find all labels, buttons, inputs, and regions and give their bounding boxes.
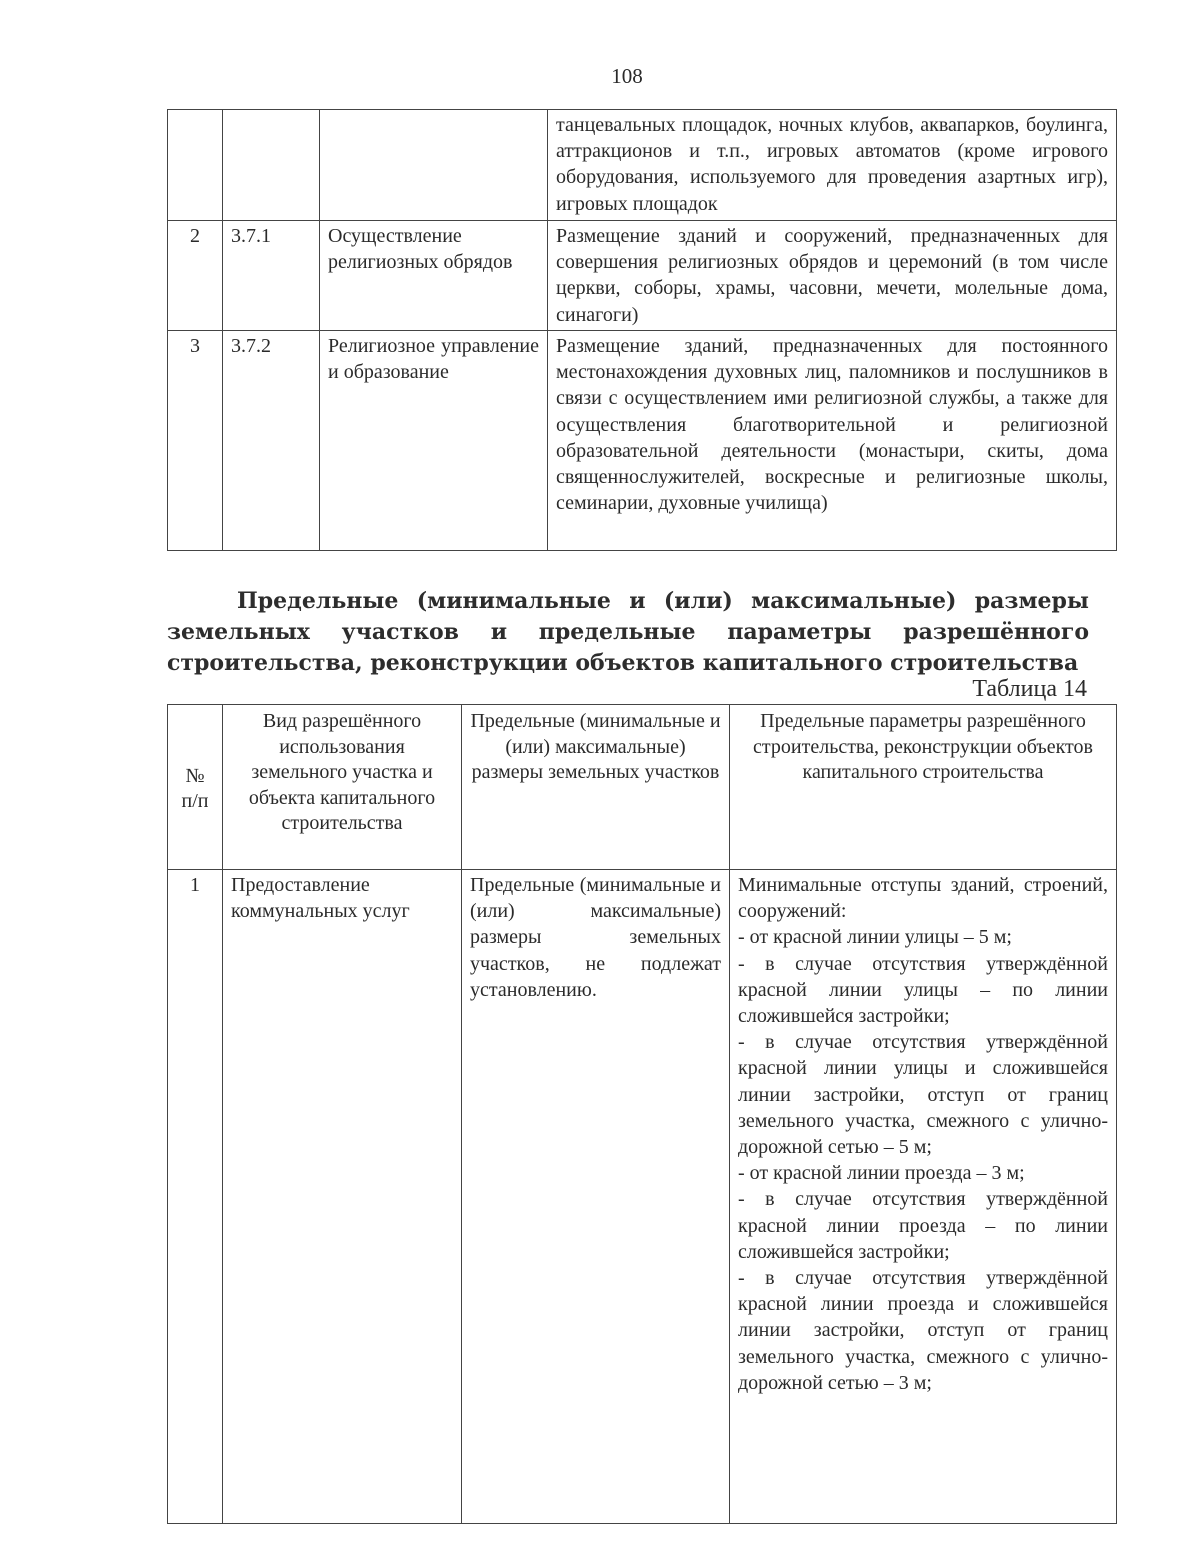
parameters-item: - в случае отсутствия утверждённой красной линии проезда и сложившейся линии застройки, отступ от границ земельного участка, смежного с улично-дорожной сетью – 3 м; <box>738 1267 1108 1394</box>
parameters-item: - в случае отсутствия утверждённой красной линии улицы и сложившейся линии застройки, отступ от границ земельного участка, смежного с улично-дорожной сетью – 5 м; <box>738 1031 1108 1159</box>
row-description: танцевальных площадок, ночных клубов, аквапарков, боулинга, аттракционов и т.п., игровых автоматов (кроме игрового оборудования, используемого для проведения азартных игр), игровых площадок <box>548 110 1117 221</box>
land-use-table-continued <box>167 109 1117 551</box>
table-row <box>168 221 1117 331</box>
parameters-item: - в случае отсутствия утверждённой красной линии улицы – по линии сложившейся застройки; <box>738 952 1108 1028</box>
parameters-item: - от красной линии улицы – 5 м; <box>738 926 1012 949</box>
table-14 <box>167 704 1117 1524</box>
row-number: 1 <box>168 870 223 1524</box>
row-code: 3.7.2 <box>223 331 320 551</box>
table-caption: Таблица 14 <box>972 676 1087 702</box>
row-plot-sizes: Предельные (минимальные и (или) максимальные) размеры земельных участков, не подлежат установлению. <box>462 870 730 1524</box>
row-number: 2 <box>168 221 223 331</box>
row-use-type: Предоставление коммунальных услуг <box>223 870 462 1524</box>
parameters-item: - от красной линии проезда – 3 м; <box>738 1162 1025 1185</box>
section-heading: Предельные (минимальные и (или) максимальные) размеры земельных участков и предельные параметры разрешённого строительства, реконструкции объектов капитального строительства <box>167 588 1089 676</box>
row-parameters <box>730 870 1117 1524</box>
header-use-type: Вид разрешённого использования земельного участка и объекта капитального строительства <box>223 705 462 870</box>
row-description: Размещение зданий и сооружений, предназначенных для совершения религиозных обрядов и церемоний (в том числе церкви, соборы, храмы, часовни, мечети, молельные дома, синагоги) <box>548 221 1117 331</box>
header-plot-sizes: Предельные (минимальные и (или) максимальные) размеры земельных участков <box>462 705 730 870</box>
row-use-name <box>320 110 548 221</box>
parameters-item: - в случае отсутствия утверждённой красной линии проезда – по линии сложившейся застройки; <box>738 1188 1108 1263</box>
row-use-name: Религиозное управление и образование <box>320 331 548 551</box>
parameters-intro: Минимальные отступы зданий, строений, сооружений: <box>738 874 1108 923</box>
row-use-name: Осуществление религиозных обрядов <box>320 221 548 331</box>
header-number-line2: п/п <box>181 790 209 812</box>
header-number <box>168 705 223 870</box>
table-row <box>168 870 1117 1524</box>
row-code <box>223 110 320 221</box>
row-number: 3 <box>168 331 223 551</box>
header-parameters: Предельные параметры разрешённого строительства, реконструкции объектов капитального строительства <box>730 705 1117 870</box>
table-row <box>168 331 1117 551</box>
table-header-row <box>168 705 1117 870</box>
row-description: Размещение зданий, предназначенных для постоянного местонахождения духовных лиц, паломников и послушников в связи с осуществлением ими религиозной службы, а также для осуществления благотворительной и религиозной образовательной деятельности (монастыри, скиты, дома священнослужителей, воскресные и религиозные школы, семинарии, духовные училища) <box>548 331 1117 551</box>
table-row <box>168 110 1117 221</box>
page-number: 108 <box>611 64 643 88</box>
row-code: 3.7.1 <box>223 221 320 331</box>
row-number <box>168 110 223 221</box>
header-number-line1: № <box>185 764 205 787</box>
